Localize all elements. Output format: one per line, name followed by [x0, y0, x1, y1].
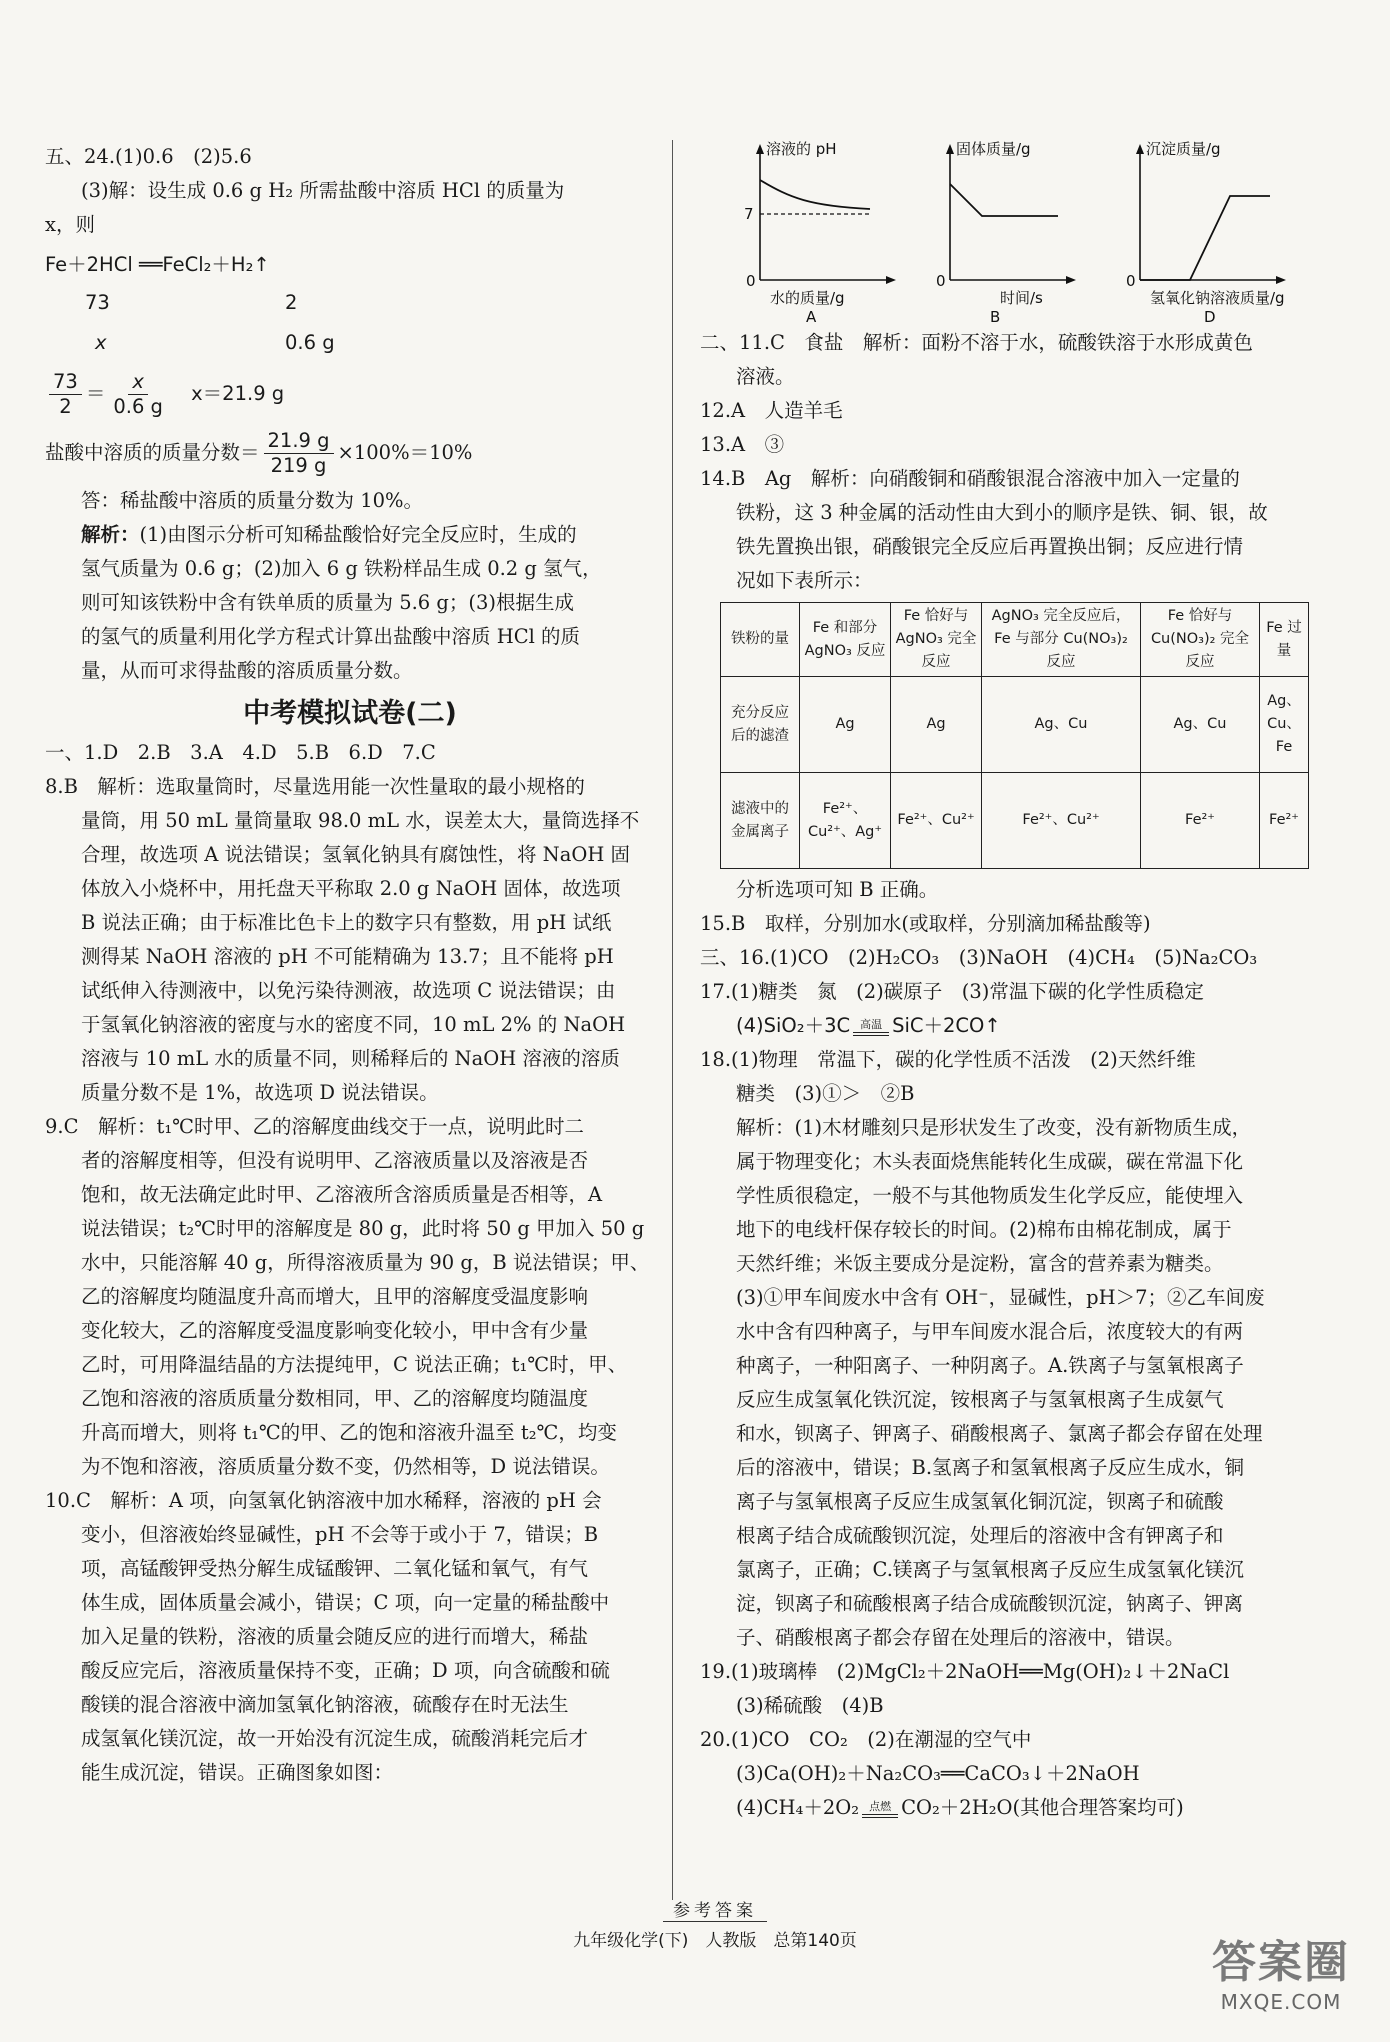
graph-d-y-arrow — [1136, 144, 1144, 154]
fraction-3-den: 219 g — [270, 454, 327, 477]
table-cell: Ag — [800, 677, 891, 773]
right-column — [700, 140, 1360, 1825]
equation-mass-row — [45, 282, 655, 322]
q10-line: 变小，但溶液始终显碱性，pH 不会等于或小于 7，错误；B — [81, 1523, 599, 1546]
q14-line: 14.B Ag 解析：向硝酸铜和硝酸银混合溶液中加入一定量的 — [700, 467, 1240, 490]
graph-d-zero: 0 — [1126, 272, 1136, 290]
fraction-3-num: 21.9 g — [264, 429, 334, 454]
mass-h2: 2 — [285, 291, 298, 314]
q9-line: 水中，只能溶解 40 g，所得溶液质量为 90 g，B 说法错误；甲、 — [81, 1251, 650, 1274]
equation-main: Fe＋2HCl ══FeCl₂＋H₂↑ — [45, 253, 270, 276]
q24-line1: (3)解：设生成 0.6 g H₂ 所需盐酸中溶质 HCl 的质量为 — [81, 179, 565, 202]
table-header: Fe 恰好与 Cu(NO₃)₂ 完全反应 — [1141, 603, 1260, 677]
graph-a-x-arrow — [886, 276, 896, 284]
q24-analysis-2: 氢气质量为 0.6 g；(2)加入 6 g 铁粉样品生成 0.2 g 氢气， — [81, 557, 602, 580]
q18-line: 18.(1)物理 常温下，碳的化学性质不活泼 (2)天然纤维 — [700, 1048, 1196, 1071]
graph-a-ylabel: 溶液的 pH — [766, 140, 837, 158]
q18-analysis: 子、硝酸根离子都会存留在处理后的溶液中，错误。 — [736, 1626, 1185, 1649]
footer-title: 参考答案 — [663, 1896, 767, 1922]
q8-line: 8.B 解析：选取量筒时，尽量选用能一次性量取的最小规格的 — [45, 775, 585, 798]
fraction-2-den: 0.6 g — [113, 395, 163, 418]
q14-conclusion: 分析选项可知 B 正确。 — [736, 878, 939, 901]
equation-unknown-row — [45, 322, 655, 362]
mass-hcl: 73 — [85, 291, 110, 314]
q24-head: 五、24.(1)0.6 (2)5.6 — [45, 145, 252, 168]
graph-a-zero: 0 — [746, 272, 756, 290]
q20-eq-sign — [862, 1814, 898, 1818]
table-row — [721, 677, 1309, 773]
q11-line: 二、11.C 食盐 解析：面粉不溶于水，硫酸铁溶于水形成黄色 — [700, 331, 1253, 354]
table-header: 铁粉的量 — [721, 603, 800, 677]
correct-graphs — [720, 140, 1360, 326]
analysis-text-1: (1)由图示分析可知稀盐酸恰好完全反应时，生成的 — [139, 523, 577, 546]
table-cell: 滤液中的金属离子 — [721, 773, 800, 869]
q18-line: 糖类 (3)①＞ ②B — [736, 1082, 915, 1105]
graph-a-y-arrow — [756, 144, 764, 154]
q24-analysis-3: 则可知该铁粉中含有铁单质的质量为 5.6 g；(3)根据生成 — [81, 591, 575, 614]
table-cell: Fe²⁺、Cu²⁺、Ag⁺ — [800, 773, 891, 869]
q18-analysis: 淀，钡离子和硫酸根离子结合成硫酸钡沉淀，钠离子、钾离 — [736, 1592, 1244, 1615]
q18-analysis: 解析：(1)木材雕刻只是形状发生了改变，没有新物质生成， — [736, 1116, 1252, 1139]
watermark — [1212, 1926, 1350, 2014]
page-footer — [570, 1896, 860, 1951]
q24-line2: x，则 — [45, 213, 95, 236]
q18-analysis: 种离子，一种阳离子、一种阴离子。A.铁离子与氢氧根离子 — [736, 1354, 1244, 1377]
watermark-logo: 答案圈 — [1212, 1937, 1350, 1988]
table-cell: Ag、Cu、Fe — [1260, 677, 1309, 773]
graph-a — [744, 140, 896, 326]
q8-line: 测得某 NaOH 溶液的 pH 不可能精确为 13.7；且不能将 pH — [81, 945, 614, 968]
q17-line: 17.(1)糖类 氮 (2)碳原子 (3)常温下碳的化学性质稳定 — [700, 980, 1204, 1003]
q18-analysis: 属于物理变化；木头表面烧焦能转化生成碳，碳在常温下化 — [736, 1150, 1244, 1173]
left-column — [45, 140, 655, 1790]
table-header: Fe 和部分 AgNO₃ 反应 — [800, 603, 891, 677]
q20-line: 20.(1)CO CO₂ (2)在潮湿的空气中 — [700, 1728, 1032, 1751]
graph-b-xlabel: 时间/s — [1000, 289, 1043, 307]
q17-eq-arrow — [853, 1018, 889, 1036]
q18-analysis: 根离子结合成硫酸钡沉淀，处理后的溶液中含有钾离子和 — [736, 1524, 1224, 1547]
column-divider — [672, 140, 673, 1900]
q11-line2: 溶液。 — [736, 365, 795, 388]
reaction-table — [720, 602, 1309, 869]
q12-line: 12.A 人造羊毛 — [700, 399, 843, 422]
q18-analysis: 离子与氢氧根离子反应生成氢氧化铜沉淀，钡离子和硫酸 — [736, 1490, 1224, 1513]
q20-eq-arrow — [862, 1800, 898, 1818]
q19-line: 19.(1)玻璃棒 (2)MgCl₂＋2NaOH══Mg(OH)₂↓＋2NaCl — [700, 1660, 1230, 1683]
graph-b-zero: 0 — [936, 272, 946, 290]
q18-analysis: 水中含有四种离子，与甲车间废水混合后，浓度较大的有两 — [736, 1320, 1244, 1343]
q8-line: 合理，故选项 A 说法错误；氢氧化钠具有腐蚀性，将 NaOH 固 — [81, 843, 631, 866]
fraction-1-den: 2 — [59, 395, 72, 418]
proportion: $\frac{73}{2}$ ＝ $\frac{x}{0.6 g}$ x＝21.9 g — [45, 370, 655, 419]
q17-eq-right: SiC＋2CO↑ — [892, 1014, 1001, 1037]
q10-line: 体生成，固体质量会减小，错误；C 项，向一定量的稀盐酸中 — [81, 1591, 610, 1614]
q17-eq-condition: 高温 — [860, 1017, 883, 1031]
table-header: Fe 过量 — [1260, 603, 1309, 677]
given-mass: 0.6 g — [285, 331, 335, 354]
q14-line: 铁先置换出银，硝酸银完全反应后再置换出铜；反应进行情 — [736, 535, 1244, 558]
q17-eq-sign — [853, 1032, 889, 1036]
graph-b-tag: B — [990, 308, 1001, 326]
q20-line2: (3)Ca(OH)₂＋Na₂CO₃══CaCO₃↓＋2NaOH — [736, 1762, 1140, 1785]
unknown-x: x — [95, 331, 107, 354]
q9-line: 乙饱和溶液的溶质质量分数相同，甲、乙的溶解度均随温度 — [81, 1387, 589, 1410]
q9-line: 变化较大，乙的溶解度受温度影响变化较小，甲中含有少量 — [81, 1319, 589, 1342]
q9-line: 为不饱和溶液，溶质质量分数不变，仍然相等，D 说法错误。 — [81, 1455, 610, 1478]
q9-line: 乙时，可用降温结晶的方法提纯甲，C 说法正确；t₁℃时，甲、 — [81, 1353, 628, 1376]
graph-d — [1126, 140, 1286, 326]
q9-line: 说法错误；t₂℃时甲的溶解度是 80 g，此时将 50 g 甲加入 50 g — [81, 1217, 645, 1240]
q9-line: 升高而增大，则将 t₁℃的甲、乙的饱和溶液升温至 t₂℃，均变 — [81, 1421, 617, 1444]
q13-line: 13.A ③ — [700, 433, 785, 456]
q24-analysis-4: 的氢气的质量利用化学方程式计算出盐酸中溶质 HCl 的质 — [81, 625, 581, 648]
graphs-svg — [720, 140, 1360, 326]
q18-analysis: 后的溶液中，错误；B.氢离子和氢氧根离子反应生成水，铜 — [736, 1456, 1245, 1479]
q17-eq-left: (4)SiO₂＋3C — [736, 1014, 851, 1037]
table-row — [721, 773, 1309, 869]
q24-analysis-1 — [45, 518, 655, 552]
q18-analysis: (3)①甲车间废水中含有 OH⁻，显碱性，pH＞7；②乙车间废 — [736, 1286, 1265, 1309]
graph-a-tag: A — [806, 308, 817, 326]
q8-line: 体放入小烧杯中，用托盘天平称取 2.0 g NaOH 固体，故选项 — [81, 877, 621, 900]
graph-d-line — [1140, 196, 1270, 280]
table-cell: Ag — [891, 677, 982, 773]
q10-line: 10.C 解析：A 项，向氢氧化钠溶液中加水稀释，溶液的 pH 会 — [45, 1489, 602, 1512]
fraction-1 — [49, 370, 82, 419]
q8-line: 溶液与 10 mL 水的质量不同，则稀释后的 NaOH 溶液的溶质 — [81, 1047, 620, 1070]
q18-analysis: 天然纤维；米饭主要成分是淀粉，富含的营养素为糖类。 — [736, 1252, 1224, 1275]
multiple-choice-answers: 一、1.D 2.B 3.A 4.D 5.B 6.D 7.C — [45, 741, 436, 764]
q18-analysis: 地下的电线杆保存较长的时间。(2)棉布由棉花制成，属于 — [736, 1218, 1232, 1241]
q9-line: 9.C 解析：t₁℃时甲、乙的溶解度曲线交于一点，说明此时二 — [45, 1115, 584, 1138]
q20-eq-right: CO₂＋2H₂O(其他合理答案均可) — [901, 1796, 1184, 1819]
graph-b-y-arrow — [946, 144, 954, 154]
q8-line: 于氢氧化钠溶液的密度与水的密度不同，10 mL 2% 的 NaOH — [81, 1013, 626, 1036]
q17-equation — [700, 1009, 1360, 1043]
q15-line: 15.B 取样，分别加水(或取样，分别滴加稀盐酸等) — [700, 912, 1151, 935]
q24-analysis-5: 量，从而可求得盐酸的溶质质量分数。 — [81, 659, 413, 682]
graph-a-seven: 7 — [744, 205, 754, 223]
q10-line: 酸镁的混合溶液中滴加氢氧化钠溶液，硫酸存在时无法生 — [81, 1693, 569, 1716]
q8-line: 试纸伸入待测液中，以免污染待测液，故选项 C 说法错误；由 — [81, 979, 616, 1002]
q8-line: 质量分数不是 1%，故选项 D 说法错误。 — [81, 1081, 439, 1104]
q14-line: 铁粉，这 3 种金属的活动性由大到小的顺序是铁、铜、银，故 — [736, 501, 1268, 524]
table-header: AgNO₃ 完全反应后，Fe 与部分 Cu(NO₃)₂ 反应 — [982, 603, 1141, 677]
graph-b-ylabel: 固体质量/g — [956, 140, 1031, 158]
fraction-1-num: 73 — [49, 370, 82, 395]
q18-analysis: 氯离子，正确；C.镁离子与氢氧根离子反应生成氢氧化镁沉 — [736, 1558, 1244, 1581]
q10-line: 成氢氧化镁沉淀，故一开始没有沉淀生成，硫酸消耗完后才 — [81, 1727, 589, 1750]
q9-line: 乙的溶解度均随温度升高而增大，且甲的溶解度受温度影响 — [81, 1285, 589, 1308]
graph-a-curve — [760, 180, 870, 209]
table-cell: 充分反应后的滤渣 — [721, 677, 800, 773]
fraction-2-num: x — [128, 370, 148, 395]
table-header: Fe 恰好与 AgNO₃ 完全反应 — [891, 603, 982, 677]
graph-b — [936, 140, 1076, 326]
q10-line: 能生成沉淀，错误。正确图象如图： — [81, 1761, 394, 1784]
percent-label: 盐酸中溶质的质量分数＝ — [45, 441, 260, 464]
q18-analysis: 反应生成氢氧化铁沉淀，铵根离子与氢氧根离子生成氨气 — [736, 1388, 1224, 1411]
q20-eq-condition: 点燃 — [869, 1799, 892, 1813]
q9-line: 者的溶解度相等，但没有说明甲、乙溶液质量以及溶液是否 — [81, 1149, 589, 1172]
q24-answer: 答：稀盐酸中溶质的质量分数为 10%。 — [81, 489, 424, 512]
q14-line: 况如下表所示： — [736, 569, 873, 592]
graph-a-xlabel: 水的质量/g — [770, 289, 845, 307]
graph-d-ylabel: 沉淀质量/g — [1146, 140, 1221, 158]
q10-line: 加入足量的铁粉，溶液的质量会随反应的进行而增大，稀盐 — [81, 1625, 589, 1648]
percent-tail: ×100%＝10% — [337, 441, 473, 464]
percent-calc — [45, 429, 655, 478]
q9-line: 饱和，故无法确定此时甲、乙溶液所含溶质质量是否相等，A — [81, 1183, 603, 1206]
graph-d-tag: D — [1204, 308, 1216, 326]
table-cell: Fe²⁺、Cu²⁺ — [891, 773, 982, 869]
proportion-result: x＝21.9 g — [191, 382, 285, 405]
graph-b-x-arrow — [1066, 276, 1076, 284]
table-cell: Fe²⁺ — [1141, 773, 1260, 869]
graph-d-xlabel: 氢氧化钠溶液质量/g — [1150, 289, 1285, 307]
table-row — [721, 603, 1309, 677]
q18-analysis: 和水，钡离子、钾离子、硝酸根离子、氯离子都会存留在处理 — [736, 1422, 1263, 1445]
table-cell: Ag、Cu — [1141, 677, 1260, 773]
q8-line: 量筒，用 50 mL 量筒量取 98.0 mL 水，误差太大，量筒选择不 — [81, 809, 640, 832]
fraction-3 — [264, 429, 334, 478]
q18-analysis: 学性质很稳定，一般不与其他物质发生化学反应，能使埋入 — [736, 1184, 1244, 1207]
table-cell: Ag、Cu — [982, 677, 1141, 773]
q8-line: B 说法正确；由于标准比色卡上的数字只有整数，用 pH 试纸 — [81, 911, 612, 934]
table-cell: Fe²⁺、Cu²⁺ — [982, 773, 1141, 869]
q20-eq-left: (4)CH₄＋2O₂ — [736, 1796, 860, 1819]
q16-line: 三、16.(1)CO (2)H₂CO₃ (3)NaOH (4)CH₄ (5)Na₂CO₃ — [700, 946, 1258, 969]
q20-line3 — [700, 1791, 1360, 1825]
section-title: 中考模拟试卷(二) — [243, 698, 457, 729]
q10-line: 酸反应完后，溶液质量保持不变，正确；D 项，向含硫酸和硫 — [81, 1659, 610, 1682]
table-cell: Fe²⁺ — [1260, 773, 1309, 869]
analysis-label: 解析： — [81, 523, 140, 546]
graph-b-line — [950, 184, 1058, 216]
q19-line2: (3)稀硫酸 (4)B — [736, 1694, 884, 1717]
footer-page-info: 九年级化学(下) 人教版 总第140页 — [573, 1931, 857, 1951]
watermark-url: MXQE.COM — [1220, 1990, 1342, 2014]
fraction-2 — [109, 370, 167, 419]
q10-line: 项，高锰酸钾受热分解生成锰酸钾、二氧化锰和氧气，有气 — [81, 1557, 589, 1580]
graph-d-x-arrow — [1276, 276, 1286, 284]
